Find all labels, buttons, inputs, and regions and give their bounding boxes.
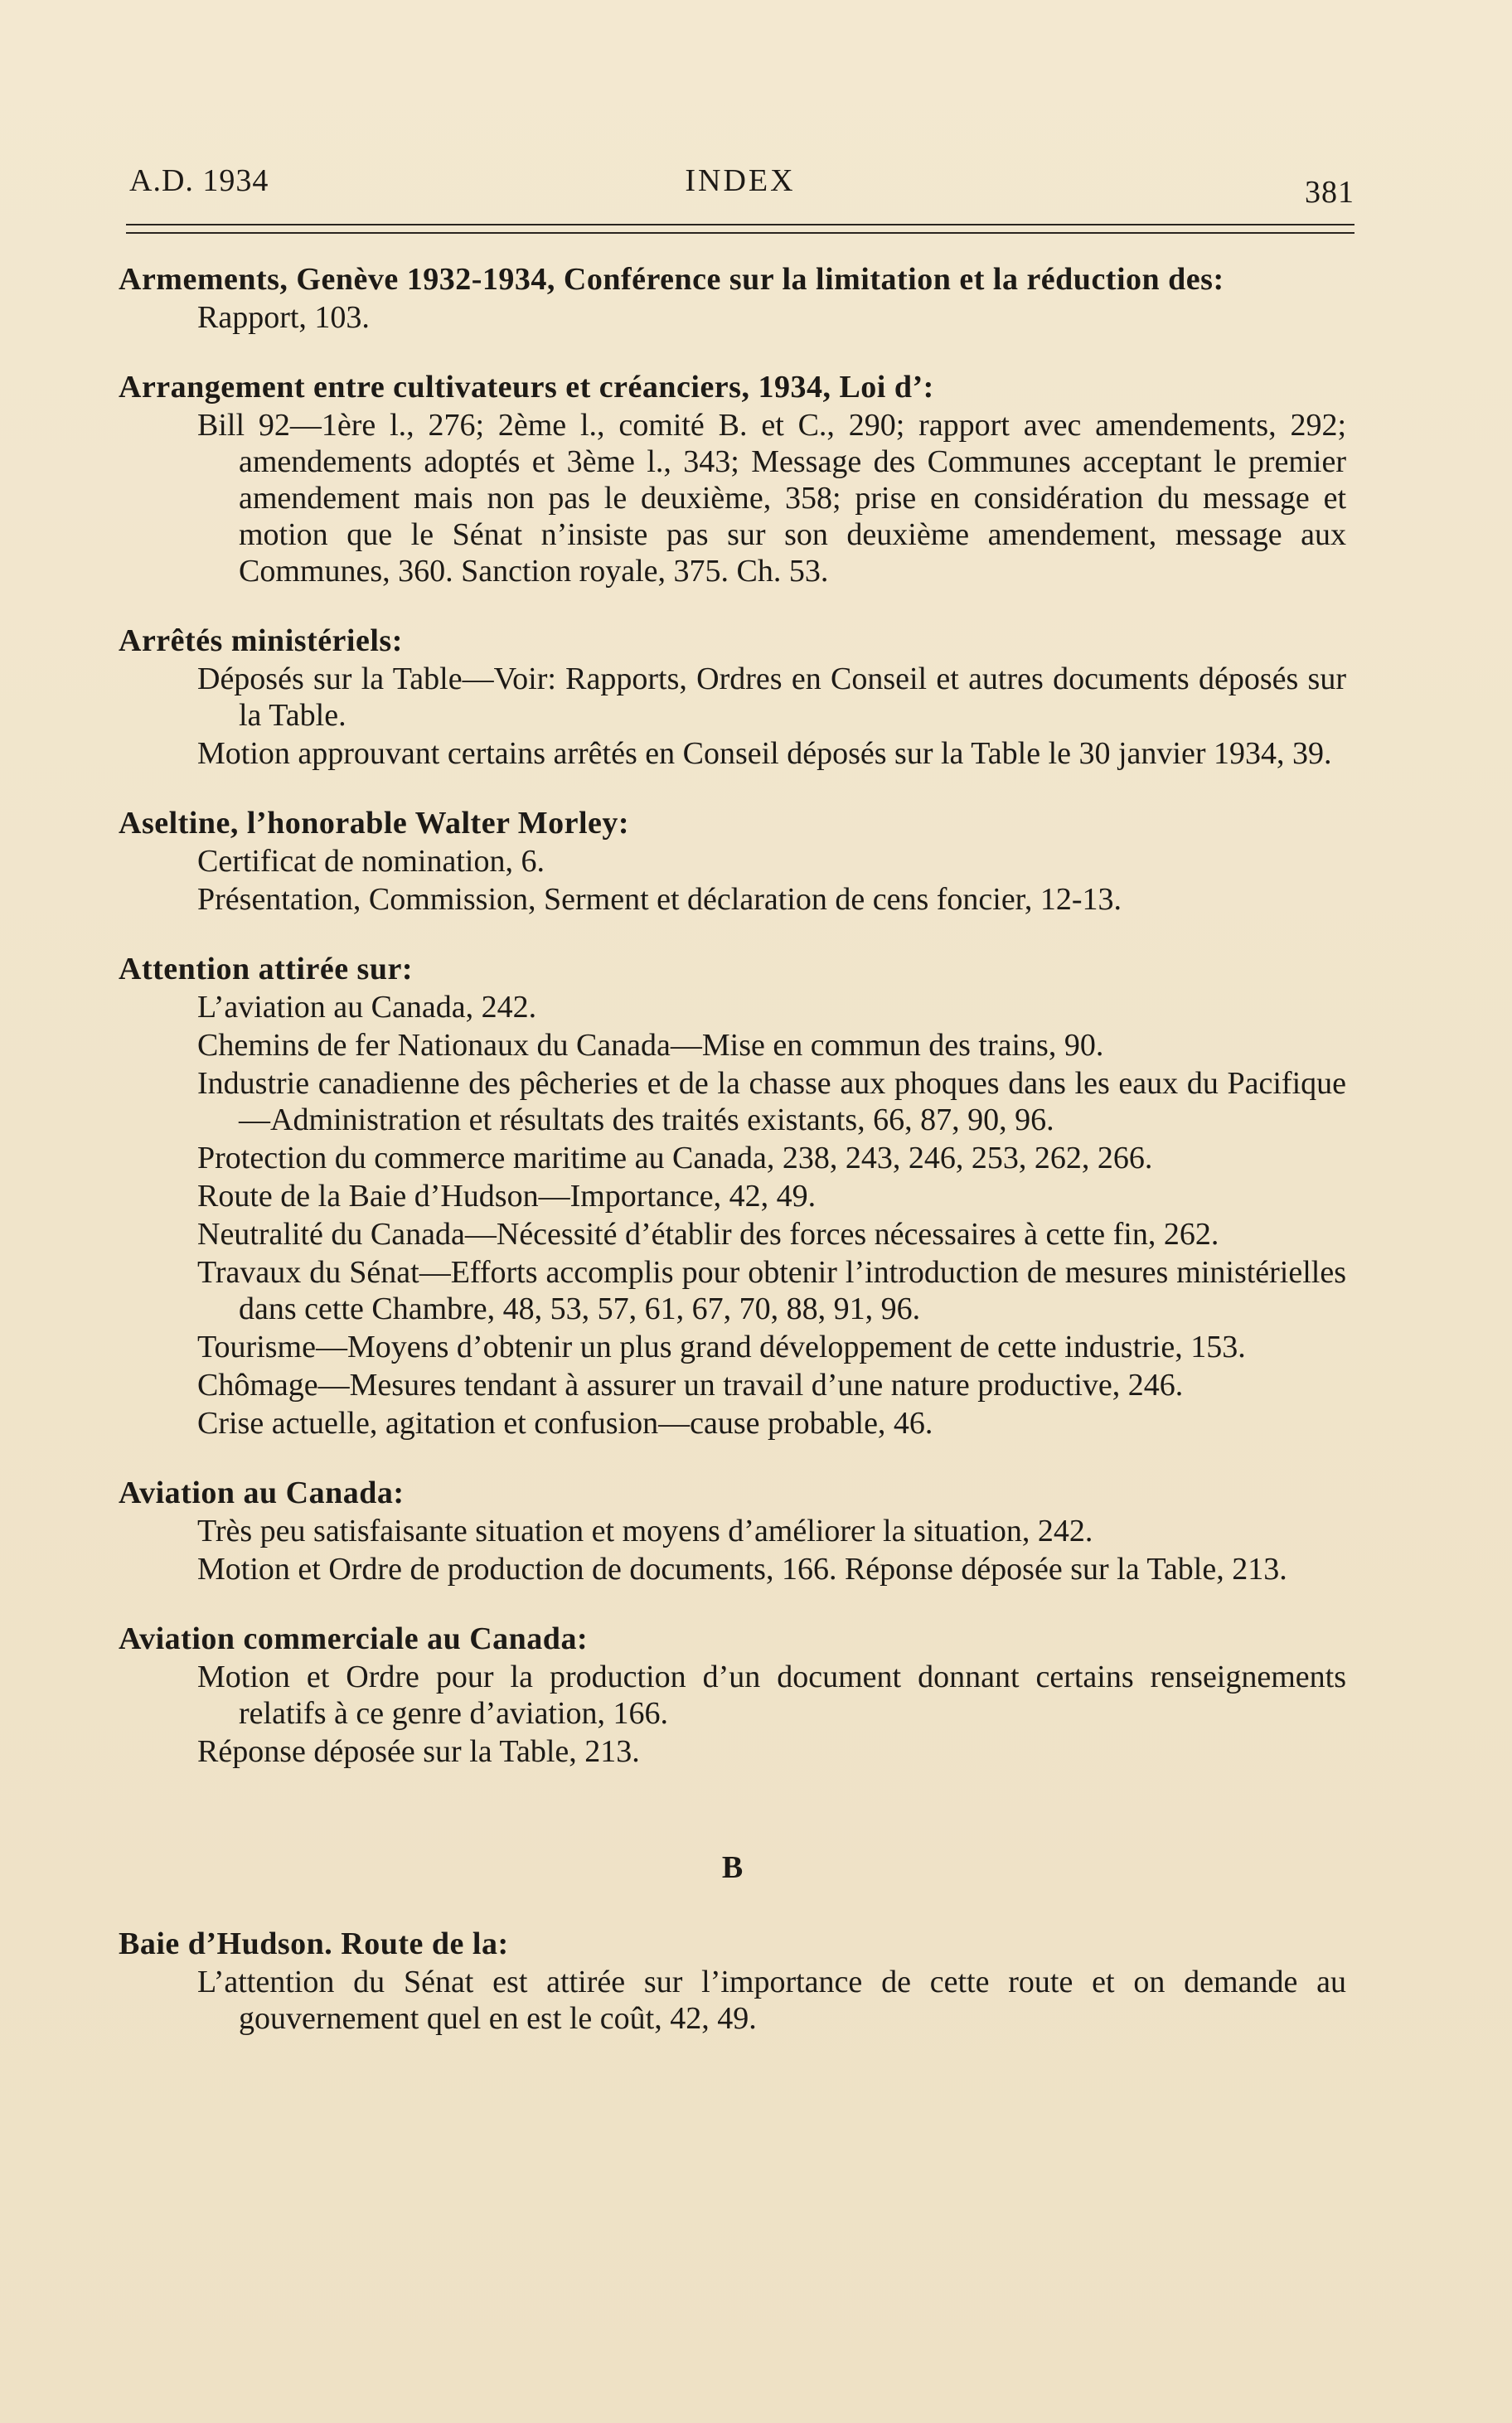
entry-heading: Armements, Genève 1932-1934, Conférence sur la limitation et la réduction des: [119, 262, 1224, 297]
entry-subitem: Réponse déposée sur la Table, 213. [197, 1734, 640, 1769]
index-content [119, 261, 1346, 2070]
index-entry [119, 951, 1346, 1442]
entry-subitem: Travaux du Sénat—Efforts accomplis pour obtenir l’introduction de mesures ministérielles dans cette Chambre, 48, 53, 57, 61, 67, 70, 88, 91, 96. [197, 1255, 1346, 1326]
entry-heading: Aviation commerciale au Canada: [119, 1621, 589, 1656]
entry-heading: Aviation au Canada: [119, 1476, 405, 1510]
entry-subitem: Crise actuelle, agitation et confusion—cause probable, 46. [197, 1406, 933, 1441]
entry-subitem: Industrie canadienne des pêcheries et de la chasse aux phoques dans les eaux du Pacifique—Administration et résultats des traités existants, 66, 87, 90, 96. [197, 1066, 1346, 1137]
index-entry [119, 1475, 1346, 1587]
entry-subitem: Présentation, Commission, Serment et déclaration de cens foncier, 12-13. [197, 882, 1122, 917]
entry-subitem: Chemins de fer Nationaux du Canada—Mise en commun des trains, 90. [197, 1028, 1104, 1063]
entry-subitem: L’attention du Sénat est attirée sur l’importance de cette route et on demande au gouvernement quel en est le coût, 42, 49. [197, 1965, 1346, 2036]
entry-heading: Baie d’Hudson. Route de la: [119, 1926, 509, 1961]
entry-subitem: Motion approuvant certains arrêtés en Conseil déposés sur la Table le 30 janvier 1934, 39. [197, 736, 1332, 771]
entry-heading: Aseltine, l’honorable Walter Morley: [119, 806, 630, 841]
entry-subitem: Motion et Ordre de production de documents, 166. Réponse déposée sur la Table, 213. [197, 1552, 1287, 1587]
entry-subitem: Motion et Ordre pour la production d’un document donnant certains renseignements relatifs à ce genre d’aviation, 166. [197, 1660, 1346, 1731]
index-entry [119, 623, 1346, 772]
entry-subitem: Chômage—Mesures tendant à assurer un travail d’une nature productive, 246. [197, 1368, 1184, 1403]
entry-subitem: L’aviation au Canada, 242. [197, 990, 537, 1025]
header-title: INDEX [685, 163, 796, 198]
index-entry [119, 805, 1346, 918]
entry-subitem: Déposés sur la Table—Voir: Rapports, Ordres en Conseil et autres documents déposés sur la Table. [197, 661, 1346, 733]
entry-heading: Attention attirée sur: [119, 952, 414, 986]
entry-subitem: Bill 92—1ère l., 276; 2ème l., comité B. et C., 290; rapport avec amendements, 292; amendements adoptés et 3ème l., 343; Message des Communes acceptant le premier amendement mais non pas le deuxième, 358; prise en considération du message et motion que le Sénat n’insiste pas sur son deuxième amendement, message aux Communes, 360. Sanction royale, 375. Ch. 53. [197, 408, 1346, 589]
index-entry [119, 1926, 1346, 2037]
entry-subitem: Route de la Baie d’Hudson—Importance, 42, 49. [197, 1179, 817, 1214]
index-entry [119, 369, 1346, 589]
index-entry [119, 1621, 1346, 1770]
entry-subitem: Rapport, 103. [197, 300, 370, 335]
header-year: A.D. 1934 [129, 163, 269, 198]
entry-subitem: Neutralité du Canada—Nécessité d’établir des forces nécessaires à cette fin, 262. [197, 1217, 1219, 1252]
entry-subitem: Certificat de nomination, 6. [197, 844, 545, 879]
page-header [126, 157, 1354, 216]
entry-heading: Arrangement entre cultivateurs et créanciers, 1934, Loi d’: [119, 370, 934, 405]
entry-subitem: Très peu satisfaisante situation et moyens d’améliorer la situation, 242. [197, 1514, 1093, 1548]
entry-subitem: Tourisme—Moyens d’obtenir un plus grand développement de cette industrie, 153. [197, 1330, 1246, 1364]
index-entry [119, 261, 1346, 336]
page-number: 381 [1305, 175, 1354, 210]
entry-heading: Arrêtés ministériels: [119, 623, 403, 658]
header-double-rule [126, 224, 1354, 234]
section-letter-b: B [721, 1850, 744, 1885]
entry-subitem: Protection du commerce maritime au Canada, 238, 243, 246, 253, 262, 266. [197, 1141, 1153, 1175]
